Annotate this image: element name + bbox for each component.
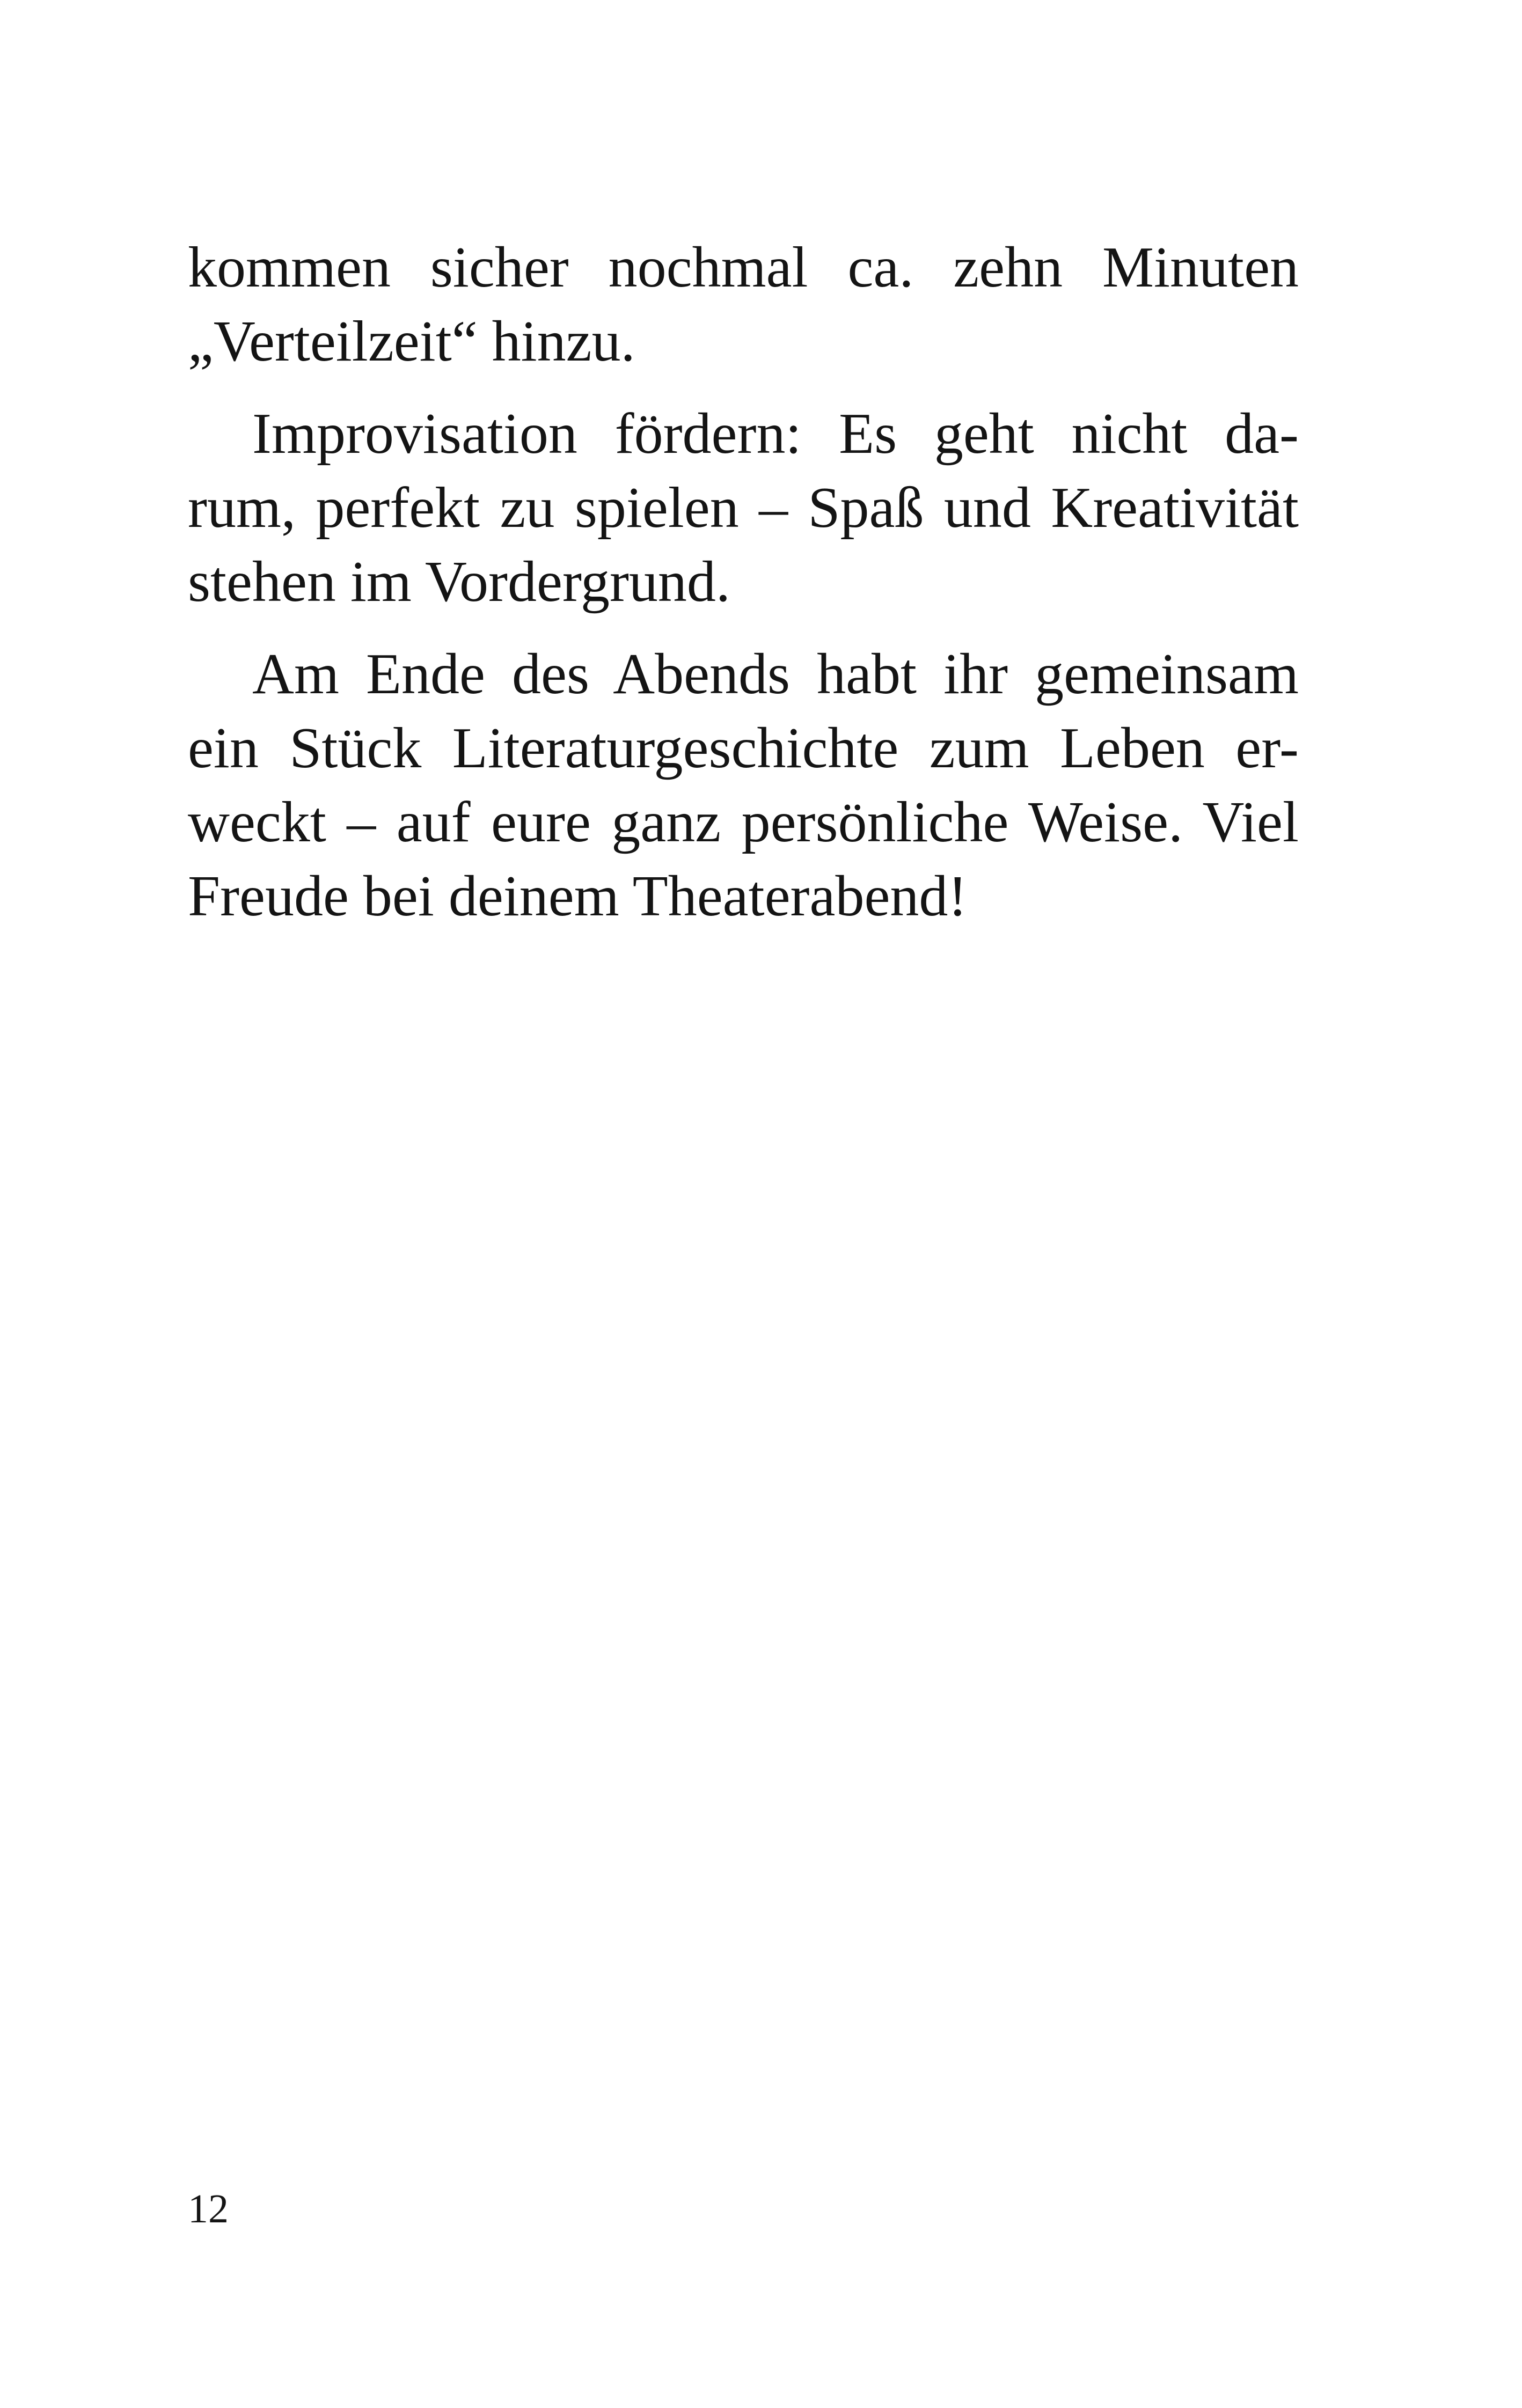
text-line: Am Ende des Abends habt ihr gemeinsam (252, 642, 1299, 706)
paragraph-verteilzeit (188, 231, 1299, 379)
text-line: ein Stück Literaturgeschichte zum Leben er- (188, 716, 1299, 780)
text-line: weckt – auf eure ganz persönliche Weise. Viel (188, 790, 1299, 854)
text-line: rum, perfekt zu spielen – Spaß und Kreativität (188, 476, 1299, 540)
text-line: „Verteilzeit“ hinzu. (188, 310, 635, 373)
body-text (188, 231, 1299, 934)
text-line: kommen sicher nochmal ca. zehn Minuten (188, 236, 1299, 299)
text-line: Freude bei deinem Theaterabend! (188, 864, 968, 928)
page-number: 12 (188, 2186, 229, 2231)
paragraph-abschluss (188, 637, 1299, 934)
text-line: Improvisation fördern: Es geht nicht da- (252, 402, 1299, 466)
text-line: stehen im Vordergrund. (188, 550, 730, 614)
paragraph-improvisation (188, 397, 1299, 619)
